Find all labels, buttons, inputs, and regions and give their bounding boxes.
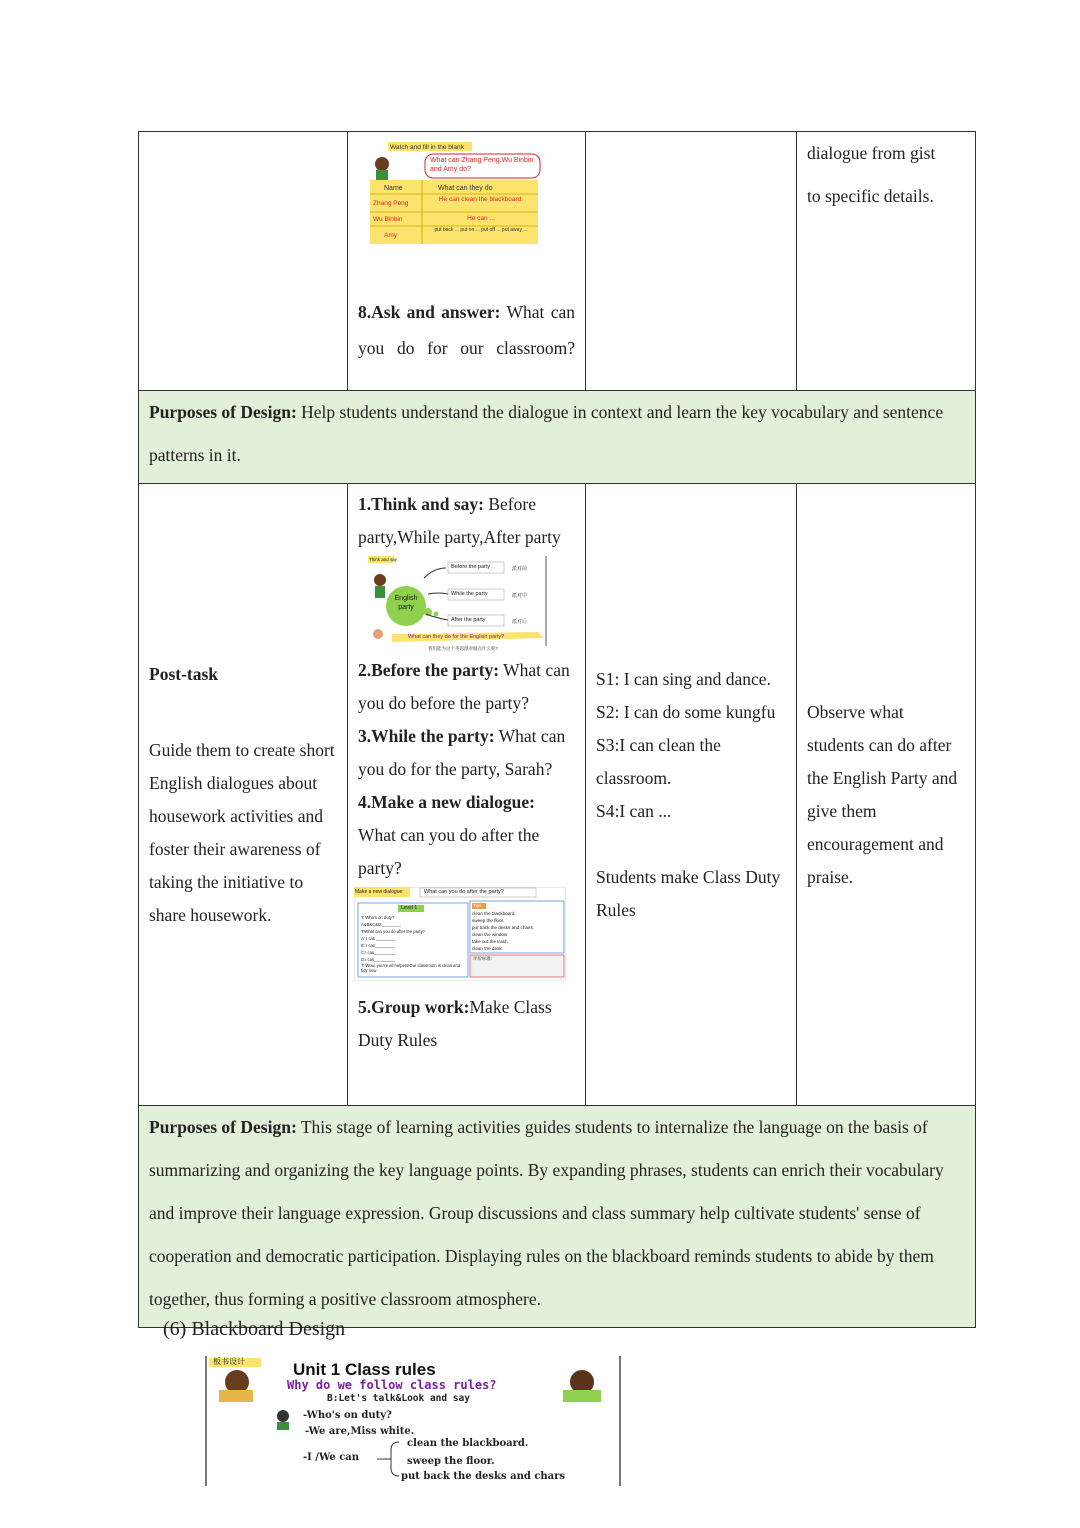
fig3-eval: 评价标准: [473, 956, 493, 961]
fig1-name2: Wu Binbin [373, 216, 403, 223]
fig3-level: Level 1 [401, 905, 418, 911]
activity-2 [358, 654, 575, 720]
svg-text:派对前: 派对前 [512, 566, 528, 572]
activity-4 [358, 786, 575, 885]
student-line: S3:I can clean the classroom. [596, 734, 721, 788]
fig2-bubble: English party [394, 595, 418, 611]
new-dialogue-figure [354, 887, 566, 981]
student-cell-post [586, 484, 797, 1106]
fig1-title: Watch and fill in the blank [390, 144, 464, 151]
board-item-3: put back the desks and chars [401, 1471, 566, 1482]
activity-3-title: 3.While the party: [358, 726, 495, 746]
purpose-cell [797, 132, 976, 391]
activity-4-text: What can you do after the party? [358, 825, 540, 878]
tip-item: put back the desks and chairs. [472, 925, 535, 930]
activity-3-text: What can you do for the party, Sarah? [358, 726, 566, 779]
stage-cell [139, 132, 348, 391]
design-purpose-text: Help students understand the dialogue in context and learn the key vocabulary and sentence patterns in it. [149, 402, 944, 465]
fig1-name3: Amy [384, 232, 397, 239]
student-cell [586, 132, 797, 391]
stage-cell-post [139, 484, 348, 1106]
board-ican: -I /We can [303, 1452, 360, 1463]
tip-item: clean the blackboard. [472, 911, 516, 916]
fig2-tag: Think and say [369, 557, 398, 562]
board-tag: 板书设计 [213, 1357, 245, 1366]
watch-fill-figure [370, 140, 542, 246]
stage-description: Guide them to create short English dialogues about housework activities and foster their awareness of taking the initiative to share housework. [149, 739, 335, 925]
board-item-2: sweep the floor. [407, 1456, 495, 1467]
table-row [139, 391, 976, 484]
tip-item: take out the trash [472, 939, 508, 944]
board-lesson: B:Let's talk&Look and say [327, 1393, 470, 1404]
girl-icon [373, 629, 383, 639]
activity-1-text: Before party,While party,After party [358, 494, 561, 547]
activity-8 [358, 294, 575, 366]
fig2-after: After the party [451, 617, 486, 623]
board-answer: -We are,Miss white. [305, 1426, 415, 1437]
table-row [139, 132, 976, 391]
student-extra: Students make Class Duty Rules [596, 866, 781, 920]
fig1-answer2: He can ... [467, 215, 495, 222]
purpose-cell-post [797, 484, 976, 1106]
boy-icon [374, 574, 386, 586]
fig1-head-what: What can they do [438, 185, 493, 192]
student-line: S2: I can do some kungfu [596, 701, 776, 722]
activity-cell-post [348, 484, 586, 1106]
activity-8-text: What can you do for our classroom? [358, 302, 575, 358]
activity-5-text: Make Class Duty Rules [358, 997, 552, 1050]
fig3-title: Make a new dialogue: [355, 889, 404, 895]
fig1-head-name: Name [384, 185, 403, 192]
design-purpose-text: This stage of learning activities guides students to internalize the language on the basis of summarizing and organizing the key language points. By expanding phrases, students can enrich their vocabulary and improve their language expression. Group discussions and class summary help cultivate students' sense of cooperation and democratic participation. Displaying rules on the blackboard reminds students to abide by them together, thus forming a positive classroom atmosphere. [149, 1117, 944, 1309]
lesson-plan-table [138, 131, 976, 1328]
fig1-question: What can Zhang Peng,Wu Binbin and Amy do? [430, 157, 534, 173]
table-row [139, 1106, 976, 1328]
dialogue-line: A: I can ________ [361, 936, 395, 941]
fig2-before: Before the party [451, 564, 491, 570]
fig1-name1: Zhang Peng [373, 200, 409, 207]
activity-4-title: 4.Make a new dialogue: [358, 792, 535, 812]
brace-icon [391, 1442, 399, 1476]
student-line: S1: I can sing and dance. [596, 668, 771, 689]
svg-text:我们能为这个英语派对做点什么呢?: 我们能为这个英语派对做点什么呢? [428, 646, 499, 651]
fig1-answer1: He can clean the blackboard. [438, 196, 524, 203]
blackboard-design-figure [205, 1356, 621, 1486]
boy-icon [375, 157, 389, 171]
activity-8-title: 8.Ask and answer: [358, 302, 501, 322]
activity-1 [358, 488, 575, 554]
student-line: S4:I can ... [596, 800, 672, 821]
activity-1-title: 1.Think and say: [358, 494, 484, 514]
stage-title [149, 658, 337, 691]
dialogue-line: T: Who's on duty? [361, 915, 395, 920]
activity-3 [358, 720, 575, 786]
arrow-icon [428, 593, 448, 594]
tip-item: sweep the floor. [472, 918, 505, 923]
svg-text:派对中: 派对中 [512, 593, 528, 599]
table-row [139, 484, 976, 1106]
design-purpose-label: Purposes of Design: [149, 402, 297, 422]
board-question: -Who's on duty? [303, 1410, 392, 1421]
board-subtitle: Why do we follow class rules? [287, 1378, 497, 1392]
purpose-line-2: to specific details. [807, 186, 934, 206]
think-say-figure [368, 556, 548, 652]
section-heading: (6) Blackboard Design [163, 1318, 346, 1340]
dialogue-line: C:I can_________ [361, 950, 396, 955]
dialogue-line: D:I can_________ [361, 957, 396, 962]
fig3-lines [361, 914, 467, 973]
dialogue-line: A&B&C&D:________ [361, 922, 401, 927]
teacher-icon [277, 1410, 289, 1422]
design-purpose-2 [139, 1106, 976, 1328]
arrow-icon [424, 568, 446, 578]
svg-text:派对后: 派对后 [512, 619, 528, 625]
fig1-answer3: put back ... put on ... put off ... put away ... [434, 227, 528, 233]
board-title: Unit 1 Class rules [293, 1360, 436, 1379]
design-purpose-label: Purposes of Design: [149, 1117, 297, 1137]
dialogue-line: T:What can you do after the party? [361, 929, 426, 934]
purpose-line-1: dialogue from gist [807, 143, 936, 163]
activity-cell [348, 132, 586, 391]
tip-item: clean the window [472, 932, 508, 937]
dialogue-line: B: I can________ [361, 943, 394, 948]
fig2-question: What can they do for the English party? [408, 634, 505, 640]
design-purpose-1 [139, 391, 976, 484]
tip-item: clean the desk [472, 946, 502, 951]
fig2-while: While the party [451, 591, 488, 597]
fig3-tips: Tips [473, 903, 482, 908]
activity-5 [358, 991, 575, 1057]
activity-2-text: What can you do before the party? [358, 660, 570, 713]
activity-2-title: 2.Before the party: [358, 660, 500, 680]
stage-title-text: Post-task [149, 663, 219, 684]
fig3-tips-list [472, 910, 564, 952]
fig3-question: What can you do after the party? [424, 889, 504, 895]
activity-5-title: 5.Group work: [358, 997, 470, 1017]
purpose-text: Observe what students can do after the English Party and give them encouragement and praise. [807, 701, 958, 887]
board-item-1: clean the blackboard. [407, 1438, 529, 1449]
dialogue-line: T: Wow, you're all helpers!Our classroom is clean and tidy now [361, 963, 461, 973]
